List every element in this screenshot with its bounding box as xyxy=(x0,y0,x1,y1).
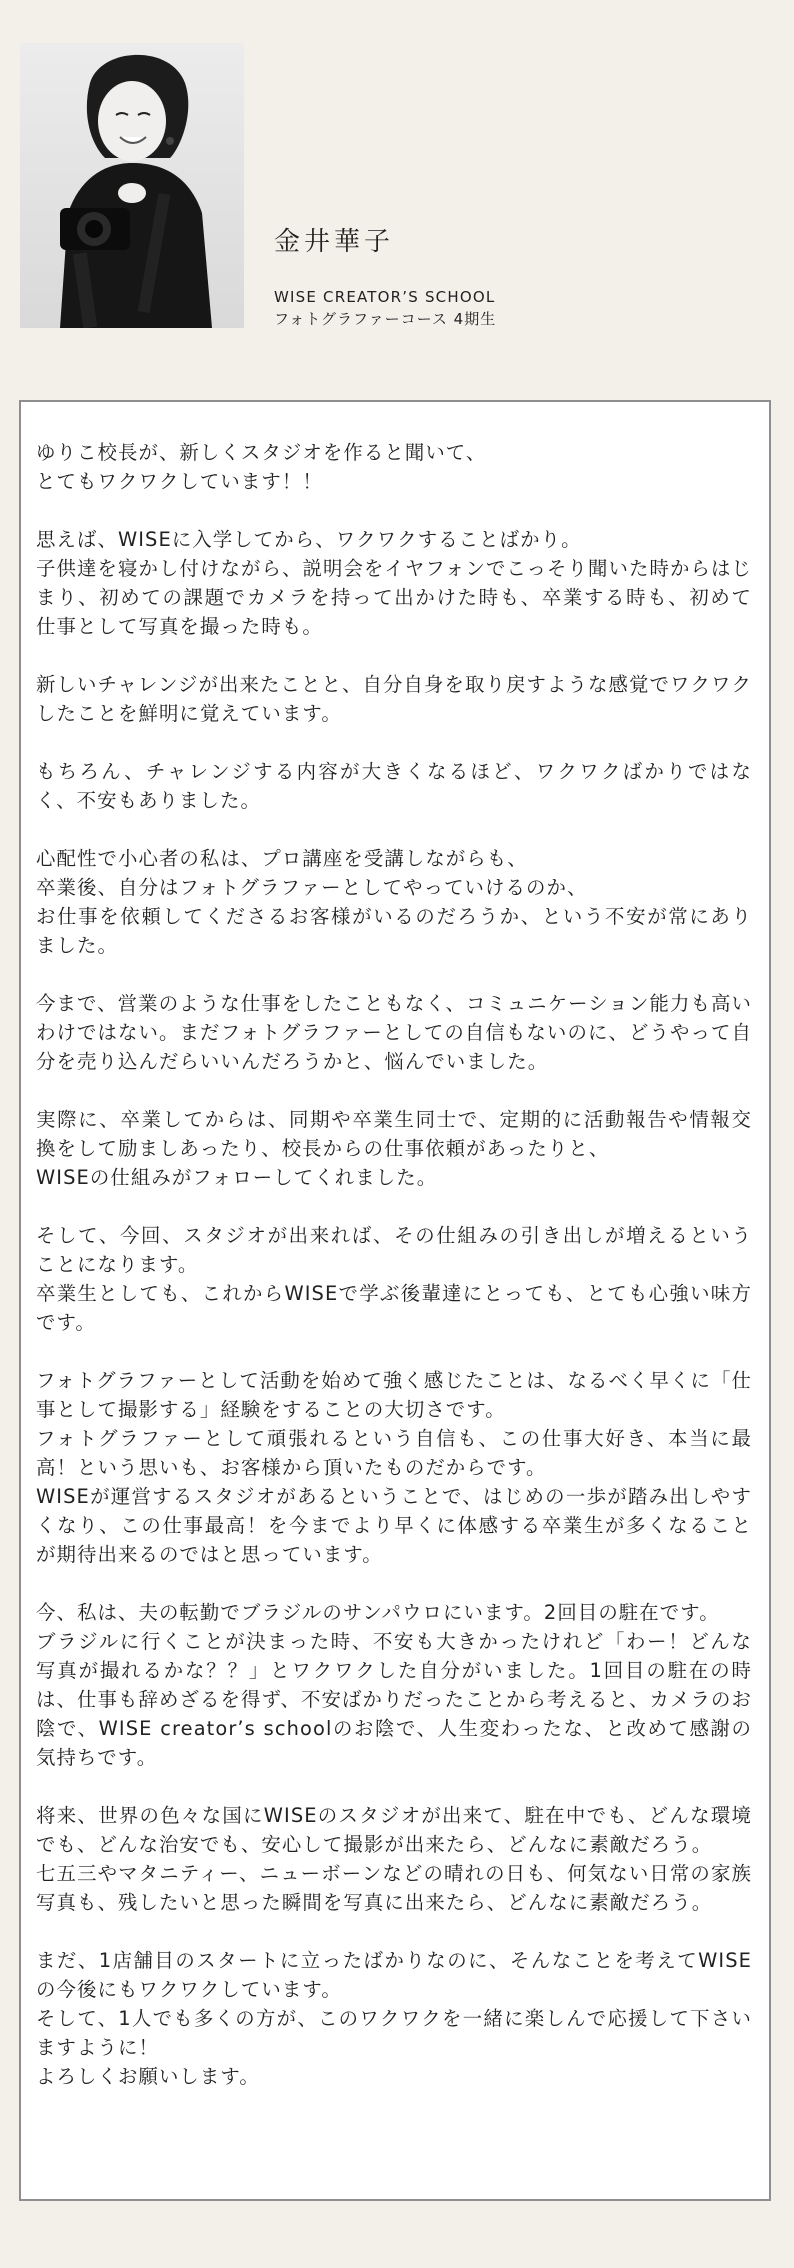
message-paragraph: 実際に、卒業してからは、同期や卒業生同士で、定期的に活動報告や情報交換をして励ましあったり、校長からの仕事依頼があったりと、 WISEの仕組みがフォローしてくれました。 xyxy=(36,1108,752,1189)
profile-info xyxy=(274,221,496,330)
message-paragraph: まだ、1店舗目のスタートに立ったばかりなのに、そんなことを考えてWISEの今後にもワクワクしています。 そして、1人でも多くの方が、このワクワクを一緒に楽しんで応援して下さいますように！ よろしくお願いします。 xyxy=(36,1949,752,2088)
message-paragraph: 心配性で小心者の私は、プロ講座を受講しながらも、 卒業後、自分はフォトグラファーとしてやっていけるのか、 お仕事を依頼してくださるお客様がいるのだろうか、という不安が常にありました。 xyxy=(36,847,752,957)
message-paragraph: 今、私は、夫の転勤でブラジルのサンパウロにいます。2回目の駐在です。 ブラジルに行くことが決まった時、不安も大きかったけれど「わー！どんな写真が撮れるかな？？」とワクワクした自分がいました。1回目の駐在の時は、仕事も辞めざるを得ず、不安ばかりだったことから考えると、カメラのお陰で、WISE creator’s schoolのお陰で、人生変わったな、と改めて感謝の気持ちです。 xyxy=(36,1601,752,1769)
photographer-image xyxy=(20,43,244,328)
message-paragraph: 今まで、営業のような仕事をしたこともなく、コミュニケーション能力も高いわけではない。まだフォトグラファーとしての自信もないのに、どうやって自分を売り込んだらいいんだろうかと、悩んでいました。 xyxy=(36,992,752,1073)
message-box xyxy=(19,400,771,2201)
course-name: フォトグラファーコース 4期生 xyxy=(274,310,497,328)
message-paragraph: 将来、世界の色々な国にWISEのスタジオが出来て、駐在中でも、どんな環境でも、どんな治安でも、安心して撮影が出来たら、どんなに素敵だろう。 七五三やマタニティー、ニューボーンなどの晴れの日も、何気ない日常の家族写真も、残したいと思った瞬間を写真に出来たら、どんなに素敵だろう。 xyxy=(36,1804,752,1914)
profile-name: 金井華子 xyxy=(274,227,395,257)
message-paragraph: もちろん、チャレンジする内容が大きくなるほど、ワクワクばかりではなく、不安もありました。 xyxy=(36,760,752,812)
message-paragraph: フォトグラファーとして活動を始めて強く感じたことは、なるべく早くに「仕事として撮影する」経験をすることの大切さです。 フォトグラファーとして頑張れるという自信も、この仕事大好き、本当に最高！という思いも、お客様から頂いたものだからです。 WISEが運営するスタジオがあるということで、はじめの一歩が踏み出しやすくなり、この仕事最高！を今までより早くに体感する卒業生が多くなることが期待出来るのではと思っています。 xyxy=(36,1369,752,1566)
message-paragraph: そして、今回、スタジオが出来れば、その仕組みの引き出しが増えるということになります。 卒業生としても、これからWISEで学ぶ後輩達にとっても、とても心強い味方です。 xyxy=(36,1224,752,1334)
school-name: WISE CREATOR’S SCHOOL xyxy=(274,288,496,306)
message-paragraph: 思えば、WISEに入学してから、ワクワクすることばかり。 子供達を寝かし付けながら、説明会をイヤフォンでこっそり聞いた時からはじまり、初めての課題でカメラを持って出かけた時も、卒業する時も、初めて仕事として写真を撮った時も。 xyxy=(36,528,752,638)
profile-photo xyxy=(20,43,244,328)
message-paragraph: 新しいチャレンジが出来たことと、自分自身を取り戻すような感覚でワクワクしたことを鮮明に覚えています。 xyxy=(36,673,752,725)
message-paragraph: ゆりこ校長が、新しくスタジオを作ると聞いて、 とてもワクワクしています！！ xyxy=(36,441,487,493)
profile-card xyxy=(20,43,780,328)
